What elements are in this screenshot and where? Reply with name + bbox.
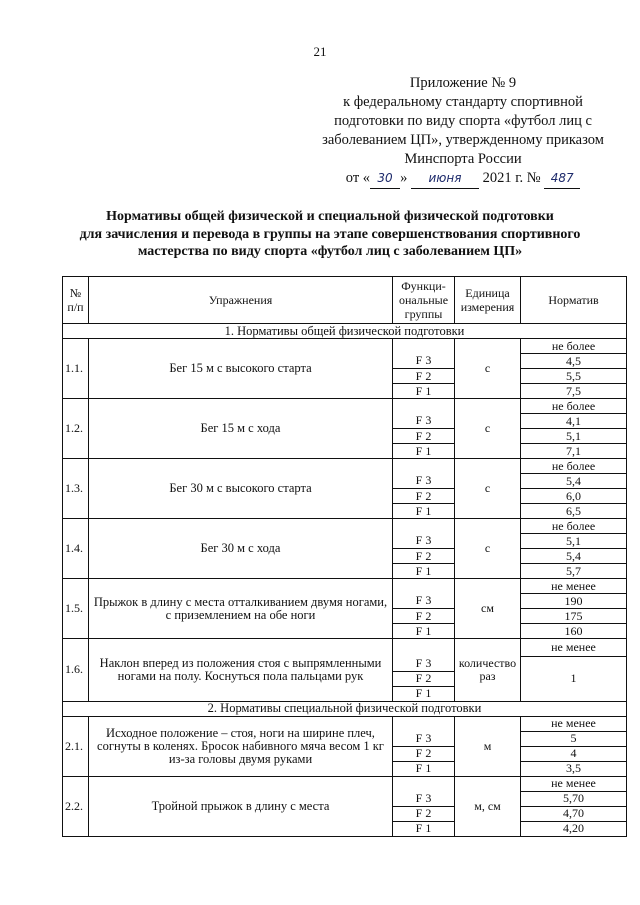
handwritten-day: 30 [370,169,400,189]
group-cell: F 3 [393,731,455,746]
exercise-name: Прыжок в длину с места отталкиванием двумя ногами, с приземлением на обе ноги [89,579,393,639]
table-row [63,579,627,594]
norm-value: 4,1 [521,414,627,429]
norm-value: 4,70 [521,806,627,821]
exercise-name: Бег 15 м с хода [89,399,393,459]
appendix-block [300,74,626,189]
norm-value: 6,0 [521,489,627,504]
group-cell: F 3 [393,657,455,672]
norm-value: 6,5 [521,504,627,519]
appendix-line: Приложение № 9 [409,75,517,91]
group-cell: F 2 [393,489,455,504]
norm-value: 5,70 [521,791,627,806]
group-cell: F 3 [393,534,455,549]
unit-cell: см [455,579,521,639]
norms-table [62,276,627,837]
norm-value: 5,5 [521,369,627,384]
appendix-line: к федеральному стандарту спортивной [343,94,583,110]
group-cell-blank [393,399,455,414]
qualifier-cell: не более [521,339,627,354]
norm-value: 3,5 [521,761,627,776]
group-cell-blank [393,579,455,594]
group-cell: F 1 [393,444,455,459]
date-mid: » [400,170,408,186]
norm-value: 1 [521,657,627,702]
section-title: 1. Нормативы общей физической подготовки [63,324,627,339]
group-cell: F 1 [393,504,455,519]
qualifier-cell: не менее [521,579,627,594]
group-cell: F 3 [393,474,455,489]
group-cell-blank [393,776,455,791]
group-cell: F 1 [393,384,455,399]
order-date-line [300,169,626,189]
handwritten-month: июня [411,169,479,189]
exercise-name: Наклон вперед из положения стоя с выпрямленными ногами на полу. Коснуться пола пальцами рук [89,639,393,702]
section-title: 2. Нормативы специальной физической подготовки [63,701,627,716]
norm-value: 5 [521,731,627,746]
qualifier-cell: не менее [521,776,627,791]
table-header-row [63,277,627,324]
norm-value: 4,20 [521,821,627,836]
exercise-name: Бег 30 м с хода [89,519,393,579]
section-row [63,701,627,716]
header-num: № п/п [63,277,89,324]
item-number: 1.2. [63,399,89,459]
unit-cell: м, см [455,776,521,836]
table-row [63,399,627,414]
item-number: 1.4. [63,519,89,579]
norm-value: 7,1 [521,444,627,459]
qualifier-cell: не менее [521,716,627,731]
item-number: 2.2. [63,776,89,836]
group-cell-blank [393,519,455,534]
header-groups: Функци-ональные группы [393,277,455,324]
title-line: Нормативы общей физической и специальной физической подготовки [106,209,554,224]
norm-value: 5,1 [521,534,627,549]
table-row [63,459,627,474]
qualifier-cell: не более [521,459,627,474]
group-cell: F 1 [393,624,455,639]
group-cell: F 2 [393,671,455,686]
group-cell: F 3 [393,414,455,429]
exercise-name: Бег 15 м с высокого старта [89,339,393,399]
unit-cell: с [455,519,521,579]
group-cell: F 2 [393,609,455,624]
norm-value: 7,5 [521,384,627,399]
group-cell: F 1 [393,821,455,836]
title-line: мастерства по виду спорта «футбол лиц с заболеванием ЦП» [137,244,523,259]
table-row [63,339,627,354]
norm-value: 175 [521,609,627,624]
section-row [63,324,627,339]
norm-value: 160 [521,624,627,639]
group-cell: F 3 [393,354,455,369]
table-row [63,519,627,534]
appendix-line: заболеванием ЦП», утвержденному приказом [322,132,604,148]
table-row [63,716,627,731]
norm-value: 5,7 [521,564,627,579]
date-year: 2021 г. № [482,170,541,186]
title-line: для зачисления и перевода в группы на этапе совершенствования спортивного [79,226,581,242]
group-cell: F 1 [393,564,455,579]
header-unit: Единица измерения [455,277,521,324]
unit-cell: с [455,399,521,459]
table-row [63,776,627,791]
group-cell-blank [393,716,455,731]
norm-value: 5,4 [521,474,627,489]
appendix-line: Минспорта России [404,151,522,167]
unit-cell: с [455,459,521,519]
item-number: 1.6. [63,639,89,702]
appendix-line: подготовки по виду спорта «футбол лиц с [334,113,592,129]
exercise-name: Исходное положение – стоя, ноги на ширине плеч, согнуты в коленях. Бросок набивного мяча весом 1 кг из-за головы двумя руками [89,716,393,776]
group-cell: F 1 [393,761,455,776]
group-cell: F 2 [393,429,455,444]
group-cell: F 2 [393,549,455,564]
exercise-name: Бег 30 м с высокого старта [89,459,393,519]
header-norm: Норматив [521,277,627,324]
qualifier-cell: не более [521,399,627,414]
group-cell: F 2 [393,746,455,761]
table-row [63,639,627,657]
handwritten-order-number: 487 [544,169,580,189]
qualifier-cell: не менее [521,639,627,657]
group-cell: F 3 [393,791,455,806]
item-number: 1.5. [63,579,89,639]
group-cell-blank [393,459,455,474]
group-cell-blank [393,639,455,657]
unit-cell: количество раз [455,639,521,702]
norm-value: 4 [521,746,627,761]
norm-value: 5,1 [521,429,627,444]
unit-cell: м [455,716,521,776]
norm-value: 5,4 [521,549,627,564]
group-cell: F 1 [393,686,455,701]
norms-table-body [63,277,627,837]
norm-value: 4,5 [521,354,627,369]
qualifier-cell: не более [521,519,627,534]
item-number: 1.1. [63,339,89,399]
item-number: 2.1. [63,716,89,776]
group-cell-blank [393,339,455,354]
header-exercise: Упражнения [89,277,393,324]
group-cell: F 2 [393,369,455,384]
exercise-name: Тройной прыжок в длину с места [89,776,393,836]
group-cell: F 2 [393,806,455,821]
date-prefix: от « [345,170,371,186]
document-title [30,208,630,261]
unit-cell: с [455,339,521,399]
group-cell: F 3 [393,594,455,609]
item-number: 1.3. [63,459,89,519]
page-number: 21 [313,44,327,59]
norm-value: 190 [521,594,627,609]
